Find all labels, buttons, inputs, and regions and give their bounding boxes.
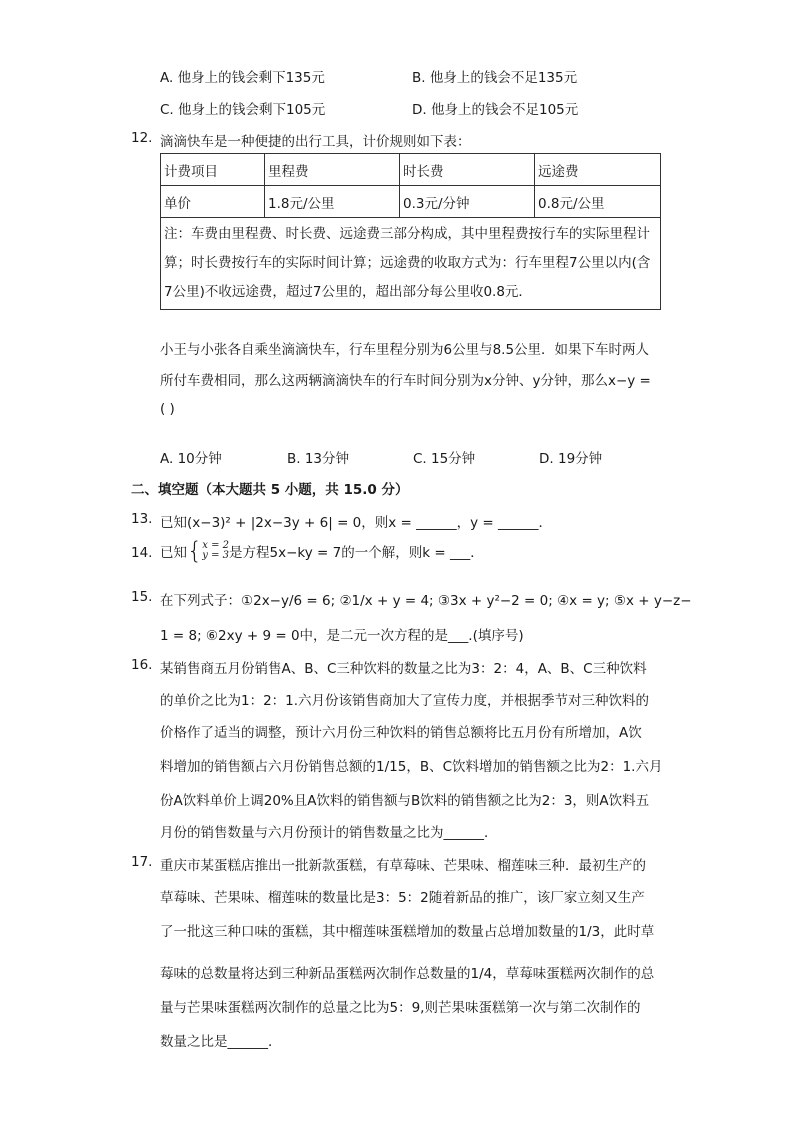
q17-line-6: 数量之比是______．	[160, 1034, 282, 1050]
q17-number: 17.	[131, 854, 153, 870]
q14-brace: {	[187, 537, 203, 565]
q15-line-2: 1 = 8; ⑥2xy + 9 = 0中，是二元一次方程的是___.(填序号)	[160, 628, 524, 644]
table-header-cell: 远途费	[535, 154, 661, 186]
q17-line-3: 了一批这三种口味的蛋糕，其中榴莲味蛋糕增加的数量占总增加数量的1/3，此时草	[160, 924, 655, 940]
q12-body-line-1: 小王与小张各自乘坐滴滴快车，行车里程分别为6公里与8.5公里．如果下车时两人	[160, 342, 650, 358]
q12-number: 12.	[131, 130, 153, 146]
table-header-cell: 时长费	[400, 154, 535, 186]
q14-system: x = 2 y = 3	[202, 540, 230, 561]
table-header-cell: 计费项目	[161, 154, 265, 186]
q11-option-c: C. 他身上的钱会剩下105元	[160, 102, 326, 118]
q12-option-a: A. 10分钟	[160, 451, 222, 467]
q16-line-6: 月份的销售数量与六月份预计的销售数量之比为______．	[160, 825, 498, 841]
q17-line-5: 量与芒果味蛋糕两次制作的总量之比为5：9,则芒果味蛋糕第一次与第二次制作的	[160, 1000, 641, 1016]
q13-equation: (x−3)² + |2x−3y + 6| = 0，则x = ______，y = ______．	[187, 515, 553, 531]
q17-line-4: 莓味的总数量将达到三种新品蛋糕两次制作总数量的1/4，草莓味蛋糕两次制作的总	[160, 966, 655, 982]
section-heading: 二、填空题（本大题共 5 小题，共 15.0 分）	[131, 482, 409, 498]
q13-number: 13.	[131, 511, 153, 527]
q17-line-2: 草莓味、芒果味、榴莲味的数量比是3：5：2随着新品的推广，该厂家立刻又生产	[160, 890, 645, 906]
table-header-cell: 里程费	[265, 154, 400, 186]
q14-prefix: 已知	[160, 545, 187, 561]
table-cell: 1.8元/公里	[265, 186, 400, 218]
q11-option-a: A. 他身上的钱会剩下135元	[160, 70, 325, 86]
q15-line-1: 在下列式子：①2x−y/6 = 6; ②1/x + y = 4; ③3x + y²−2 = 0; ④x = y; ⑤x + y−z−	[160, 593, 692, 609]
q15-number: 15.	[131, 589, 153, 605]
q12-option-d: D. 19分钟	[539, 451, 603, 467]
q12-option-b: B. 13分钟	[287, 451, 350, 467]
q12-body-line-3: ( )	[160, 401, 175, 417]
q12-body-line-2: 所付车费相同，那么这两辆滴滴快车的行车时间分别为x分钟、y分钟，那么x−y =	[160, 373, 651, 389]
q14-number: 14.	[131, 545, 153, 561]
table-cell: 0.3元/分钟	[400, 186, 535, 218]
q16-line-4: 料增加的销售额占六月份销售总额的1/15，B、C饮料增加的销售额之比为2：1.六月	[160, 759, 663, 775]
q11-option-b: B. 他身上的钱会不足135元	[412, 70, 578, 86]
q11-option-d: D. 他身上的钱会不足105元	[412, 102, 579, 118]
fee-table	[160, 153, 661, 310]
table-note: 注：车费由里程费、时长费、远途费三部分构成，其中里程费按行车的实际里程计算；时长费按行车的实际时间计算；远途费的收取方式为：行车里程7公里以内(含7公里)不收远途费，超过7公里的，超出部分每公里收0.8元．	[161, 218, 661, 310]
q14-text	[160, 537, 484, 565]
table-row	[161, 186, 661, 218]
q16-line-3: 价格作了适当的调整，预计六月份三种饮料的销售总额将比五月份有所增加，A饮	[160, 725, 642, 741]
q13-prefix: 已知	[160, 515, 187, 531]
table-row	[161, 218, 661, 310]
q12-option-c: C. 15分钟	[413, 451, 476, 467]
q17-line-1: 重庆市某蛋糕店推出一批新款蛋糕，有草莓味、芒果味、榴莲味三种．最初生产的	[160, 858, 646, 874]
q16-line-1: 某销售商五月份销售A、B、C三种饮料的数量之比为3：2：4，A、B、C三种饮料	[160, 661, 647, 677]
q12-stem: 滴滴快车是一种便捷的出行工具，计价规则如下表：	[160, 134, 471, 150]
q14-suffix: 是方程5x−ky = 7的一个解，则k = ___．	[229, 545, 484, 561]
table-row	[161, 154, 661, 186]
q16-line-2: 的单价之比为1：2：1.六月份该销售商加大了宣传力度，并根据季节对三种饮料的	[160, 693, 650, 709]
q13-text	[160, 511, 552, 531]
q16-number: 16.	[131, 657, 153, 673]
table-cell: 0.8元/公里	[535, 186, 661, 218]
q16-line-5: 份A饮料单价上调20%且A饮料的销售额与B饮料的销售额之比为2：3，则A饮料五	[160, 793, 650, 809]
table-cell: 单价	[161, 186, 265, 218]
